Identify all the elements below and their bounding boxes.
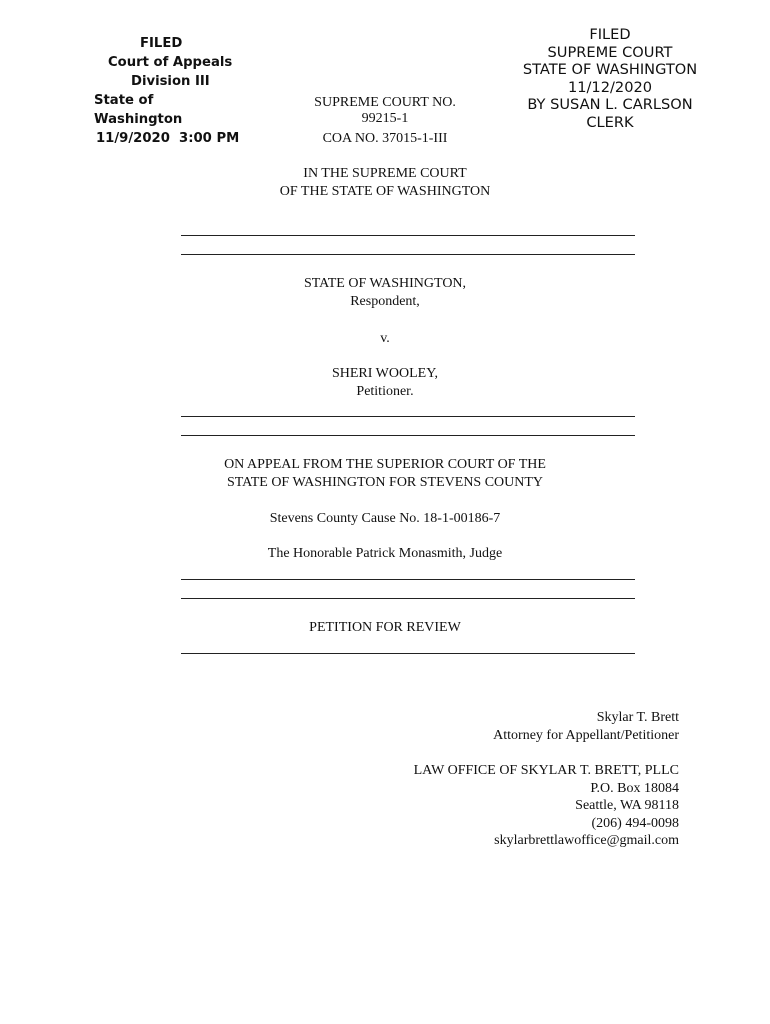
attorney-block bbox=[493, 709, 679, 744]
judge-text: The Honorable Patrick Monasmith, Judge bbox=[267, 546, 503, 561]
law-office-name: LAW OFFICE OF SKYLAR T. BRETT, PLLC bbox=[413, 763, 679, 778]
court-heading bbox=[240, 165, 530, 200]
versus bbox=[240, 330, 530, 348]
divider-rule bbox=[181, 435, 635, 436]
attorney-name: Skylar T. Brett bbox=[596, 710, 679, 725]
petitioner-name: SHERI WOOLEY, bbox=[331, 366, 439, 381]
respondent-role: Respondent, bbox=[350, 293, 420, 309]
supreme-court-no: 99215-1 bbox=[361, 111, 409, 126]
stamp-line-filed: FILED bbox=[589, 26, 631, 43]
law-office-phone: (206) 494-0098 bbox=[591, 815, 679, 831]
law-office-city: Seattle, WA 98118 bbox=[575, 798, 679, 813]
appeal-line2: STATE OF WASHINGTON FOR STEVENS COUNTY bbox=[226, 474, 544, 490]
attorney-role: Attorney for Appellant/Petitioner bbox=[493, 727, 679, 743]
divider-rule bbox=[181, 235, 635, 236]
law-office-email: skylarbrettlawoffice@gmail.com bbox=[494, 833, 679, 848]
petitioner-block bbox=[240, 365, 530, 400]
divider-rule bbox=[181, 653, 635, 654]
petitioner-role: Petitioner. bbox=[356, 383, 414, 399]
divider-rule bbox=[181, 579, 635, 580]
court-heading-line2: OF THE STATE OF WASHINGTON bbox=[279, 183, 491, 199]
respondent-block bbox=[240, 275, 530, 310]
law-office-block bbox=[414, 762, 679, 850]
stamp-line-court: Court of Appeals bbox=[108, 55, 233, 70]
divider-rule bbox=[181, 254, 635, 255]
court-heading-line1: IN THE SUPREME COURT bbox=[303, 166, 467, 181]
stamp-line-date: 11/12/2020 bbox=[567, 78, 653, 96]
divider-rule bbox=[181, 598, 635, 599]
stamp-line-datetime: 11/9/2020 3:00 PM bbox=[96, 131, 240, 146]
stamp-line-court: SUPREME COURT bbox=[547, 43, 673, 61]
appeal-line1: ON APPEAL FROM THE SUPERIOR COURT OF THE bbox=[224, 457, 546, 472]
appeal-heading bbox=[180, 456, 590, 491]
court-of-appeals-filing-stamp bbox=[94, 34, 239, 148]
stamp-line-state: State of Washington bbox=[94, 93, 183, 127]
supreme-court-no-label: SUPREME COURT NO. bbox=[314, 95, 456, 110]
stamp-line-clerk-by: BY SUSAN L. CARLSON bbox=[527, 96, 693, 114]
supreme-court-filing-stamp bbox=[510, 26, 710, 132]
judge bbox=[180, 545, 590, 563]
stamp-line-division: Division III bbox=[131, 74, 210, 89]
document-title-text: PETITION FOR REVIEW bbox=[309, 620, 461, 635]
cause-number bbox=[180, 510, 590, 528]
stamp-line-clerk: CLERK bbox=[586, 113, 634, 131]
document-title bbox=[240, 619, 530, 637]
stamp-line-state: STATE OF WASHINGTON bbox=[522, 61, 698, 79]
stamp-line-filed: FILED bbox=[140, 36, 183, 51]
versus-text: v. bbox=[380, 331, 390, 346]
respondent-name: STATE OF WASHINGTON, bbox=[303, 276, 467, 291]
cause-number-text: Stevens County Cause No. 18-1-00186-7 bbox=[269, 511, 501, 526]
law-office-po-box: P.O. Box 18084 bbox=[590, 780, 679, 796]
case-numbers bbox=[300, 95, 470, 147]
divider-rule bbox=[181, 416, 635, 417]
coa-no: COA NO. 37015-1-III bbox=[322, 131, 448, 146]
